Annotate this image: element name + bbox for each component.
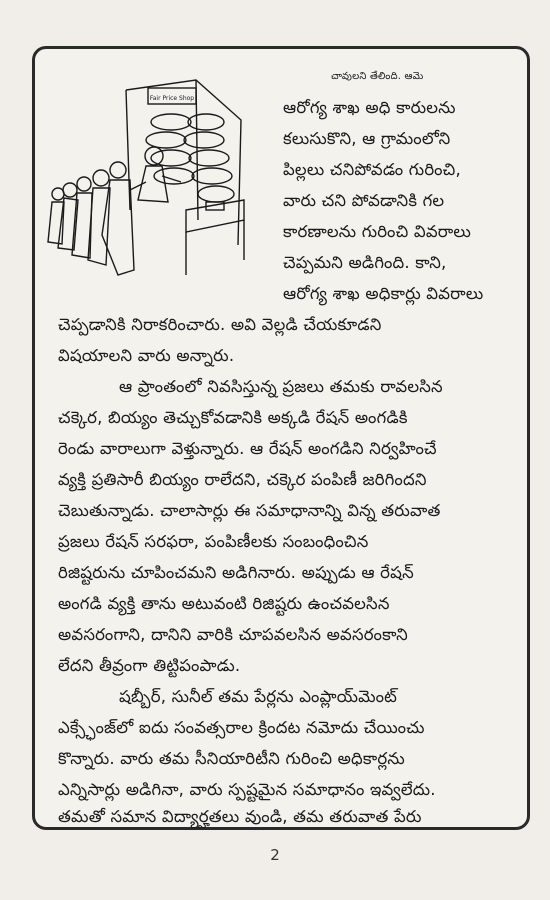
text-line: వ్యక్తి ప్రతిసారీ బియ్యం రాలేదని, చక్కెర పంపిణీ జరిగిందని — [58, 470, 427, 489]
text-line: చెప్పడానికి నిరాకరించారు. అవి వెల్లడి చేయకూడని — [58, 315, 382, 334]
text-line: అంగడి వ్యక్తి తాను అటువంటి రిజిష్టరు ఉంచవలసిన — [58, 594, 390, 613]
text-line: చక్కెర, బియ్యం తెచ్చుకోవడానికి అక్కడి రేషన్ అంగడికి — [58, 408, 408, 427]
text-line: ఆరోగ్య శాఖ అధి కారులను — [283, 98, 456, 117]
shop-sign-text: Fair Price Shop — [149, 95, 195, 102]
text-line: రిజిష్టరును చూపించమని అడిగినారు. అప్పుడు ఆ రేషన్ — [58, 563, 414, 582]
text-line: పిల్లలు చనిపోవడం గురించి, — [283, 160, 461, 179]
text-line: ఎక్స్ఛేంజ్‌లో ఐదు సంవత్సరాల క్రిందట నమోదు చేయించు — [58, 718, 425, 737]
text-line: కారణాలను గురించి వివరాలు — [283, 222, 472, 241]
text-line: ప్రజలు రేషన్ సరఫరా, పంపిణీలకు సంబంధించిన — [58, 532, 369, 551]
ration-shop-illustration — [46, 60, 246, 282]
paragraph-start-line: షబ్బీర్, సునీల్ తమ పేర్లను ఎంప్లాయ్‌మెంట్ — [119, 687, 398, 706]
text-line: తమతో సమాన విద్యార్హతలు వుండి, తమ తరువాత పేరు — [58, 807, 422, 826]
text-line: చెబుతున్నాడు. చాలాసార్లు ఈ సమాధానాన్ని విన్న తరువాత — [58, 501, 441, 520]
text-line: ఎన్నిసార్లు అడిగినా, వారు స్పష్టమైన సమాధానం ఇవ్వలేదు. — [58, 780, 436, 799]
text-line: అవసరంగాని, దానిని వారికి చూపవలసిన అవసరంకాని — [58, 625, 408, 644]
text-line: విషయాలని వారు అన్నారు. — [58, 346, 235, 365]
text-line: వారు చని పోవడానికి గల — [283, 191, 445, 210]
text-line: లేదని తీవ్రంగా తిట్టిపంపాడు. — [58, 656, 241, 675]
text-line: కొన్నారు. వారు తమ సీనియారిటీని గురించి అధికార్లను — [58, 749, 405, 768]
text-line: రెండు వారాలుగా వెళ్తున్నారు. ఆ రేషన్ అంగడిని నిర్వహించే — [58, 439, 437, 458]
page-number: 2 — [270, 846, 280, 864]
text-line: కలుసుకొని, ఆ గ్రామంలోని — [283, 129, 451, 148]
text-line: చెప్పమని అడిగింది. కాని, — [283, 253, 447, 272]
text-line: చావులని తేలింది. ఆమె — [331, 71, 424, 82]
paragraph-start-line: ఆ ప్రాంతంలో నివసిస్తున్న ప్రజలు తమకు రావలసిన — [119, 377, 443, 396]
text-line: ఆరోగ్య శాఖ అధికార్లు వివరాలు — [283, 284, 484, 303]
